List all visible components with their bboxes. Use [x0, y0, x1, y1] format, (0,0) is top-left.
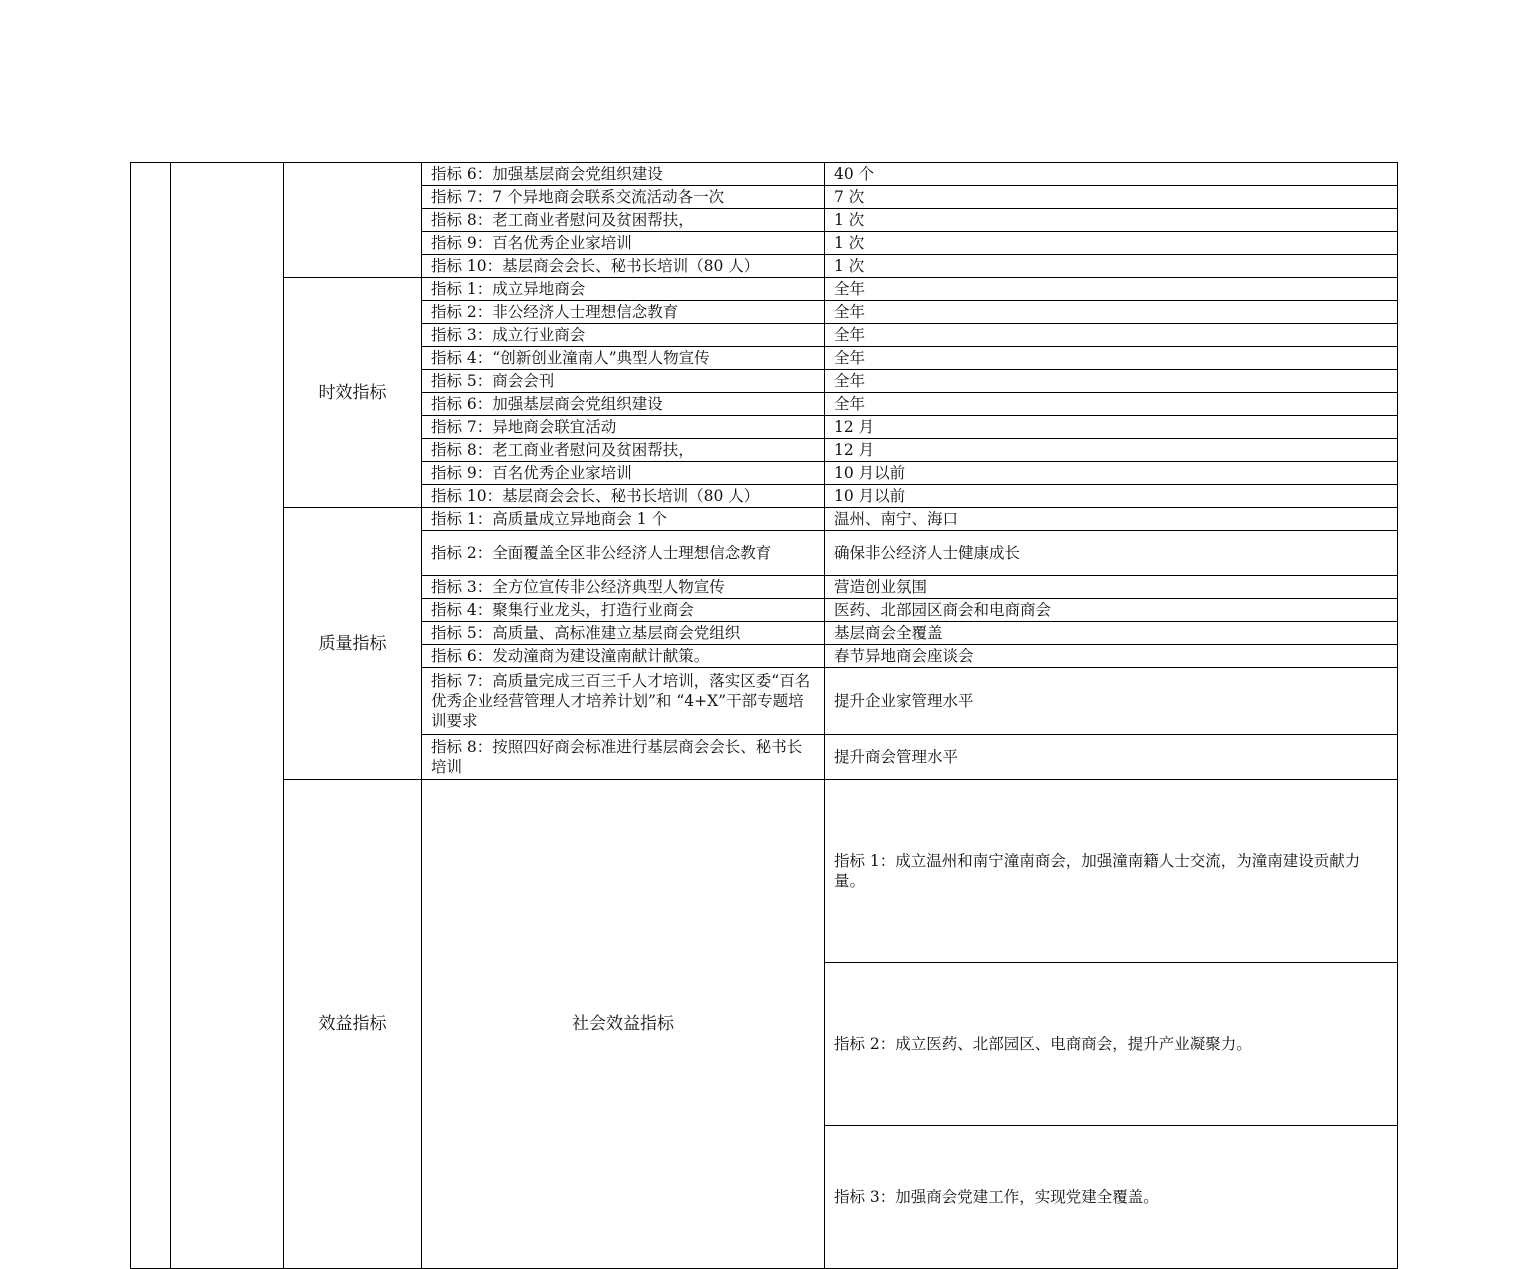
indicator-cell: 指标 7：高质量完成三百三千人才培训，落实区委“百名优秀企业经营管理人才培养计划”和 “4+X”干部专题培训要求 — [422, 668, 825, 735]
value-cell: 医药、北部园区商会和电商商会 — [825, 599, 1398, 622]
value-cell: 12 月 — [825, 439, 1398, 462]
subcategory-cell-social-benefit: 社会效益指标 — [422, 780, 825, 1269]
performance-indicator-table — [130, 162, 1398, 1269]
indicator-cell: 指标 9：百名优秀企业家培训 — [422, 232, 825, 255]
indicator-cell: 指标 8：按照四好商会标准进行基层商会会长、秘书长培训 — [422, 735, 825, 780]
value-cell: 温州、南宁、海口 — [825, 508, 1398, 531]
indicator-cell: 指标 4：聚集行业龙头，打造行业商会 — [422, 599, 825, 622]
value-cell: 全年 — [825, 301, 1398, 324]
indicator-cell: 指标 6：发动潼商为建设潼南献计献策。 — [422, 645, 825, 668]
indicator-cell: 指标 10：基层商会会长、秘书长培训（80 人） — [422, 485, 825, 508]
value-cell: 1 次 — [825, 232, 1398, 255]
table-row — [131, 278, 1398, 301]
indicator-cell: 指标 4：“创新创业潼南人”典型人物宣传 — [422, 347, 825, 370]
category-cell-blank — [171, 163, 284, 1269]
indicator-cell: 指标 3：加强商会党建工作，实现党建全覆盖。 — [825, 1126, 1398, 1269]
indicator-cell: 指标 5：商会会刊 — [422, 370, 825, 393]
indicator-cell: 指标 7：7 个异地商会联系交流活动各一次 — [422, 186, 825, 209]
subcategory-cell-quality: 质量指标 — [284, 508, 422, 780]
value-cell: 提升商会管理水平 — [825, 735, 1398, 780]
value-cell: 营造创业氛围 — [825, 576, 1398, 599]
table-row — [131, 508, 1398, 531]
value-cell: 1 次 — [825, 209, 1398, 232]
indicator-cell: 指标 2：成立医药、北部园区、电商商会，提升产业凝聚力。 — [825, 963, 1398, 1126]
value-cell: 12 月 — [825, 416, 1398, 439]
value-cell: 40 个 — [825, 163, 1398, 186]
value-cell: 全年 — [825, 324, 1398, 347]
value-cell: 确保非公经济人士健康成长 — [825, 531, 1398, 576]
value-cell: 7 次 — [825, 186, 1398, 209]
value-cell: 基层商会全覆盖 — [825, 622, 1398, 645]
value-cell: 10 月以前 — [825, 462, 1398, 485]
value-cell: 提升企业家管理水平 — [825, 668, 1398, 735]
indicator-cell: 指标 3：全方位宣传非公经济典型人物宣传 — [422, 576, 825, 599]
indicator-cell: 指标 10：基层商会会长、秘书长培训（80 人） — [422, 255, 825, 278]
subcategory-cell-timeliness: 时效指标 — [284, 278, 422, 508]
indicator-cell: 指标 1：高质量成立异地商会 1 个 — [422, 508, 825, 531]
indicator-cell: 指标 7：异地商会联宜活动 — [422, 416, 825, 439]
table-row — [131, 163, 1398, 186]
indicator-cell: 指标 8：老工商业者慰问及贫困帮扶， — [422, 439, 825, 462]
value-cell: 全年 — [825, 278, 1398, 301]
value-cell: 10 月以前 — [825, 485, 1398, 508]
indicator-cell: 指标 6：加强基层商会党组织建设 — [422, 163, 825, 186]
indicator-cell: 指标 2：非公经济人士理想信念教育 — [422, 301, 825, 324]
value-cell: 全年 — [825, 393, 1398, 416]
category-cell-benefit: 效益指标 — [284, 780, 422, 1269]
value-cell: 全年 — [825, 370, 1398, 393]
indicator-cell: 指标 3：成立行业商会 — [422, 324, 825, 347]
outer-blank-cell — [131, 163, 171, 1269]
table-row — [131, 780, 1398, 963]
indicator-cell: 指标 1：成立异地商会 — [422, 278, 825, 301]
indicator-cell: 指标 8：老工商业者慰问及贫困帮扶， — [422, 209, 825, 232]
indicator-cell: 指标 9：百名优秀企业家培训 — [422, 462, 825, 485]
value-cell: 1 次 — [825, 255, 1398, 278]
value-cell: 全年 — [825, 347, 1398, 370]
subcategory-cell-blank — [284, 163, 422, 278]
document-page — [130, 162, 1398, 1269]
indicator-cell: 指标 5：高质量、高标准建立基层商会党组织 — [422, 622, 825, 645]
indicator-cell: 指标 6：加强基层商会党组织建设 — [422, 393, 825, 416]
value-cell: 春节异地商会座谈会 — [825, 645, 1398, 668]
indicator-cell: 指标 1：成立温州和南宁潼南商会，加强潼南籍人士交流，为潼南建设贡献力量。 — [825, 780, 1398, 963]
indicator-cell: 指标 2：全面覆盖全区非公经济人士理想信念教育 — [422, 531, 825, 576]
